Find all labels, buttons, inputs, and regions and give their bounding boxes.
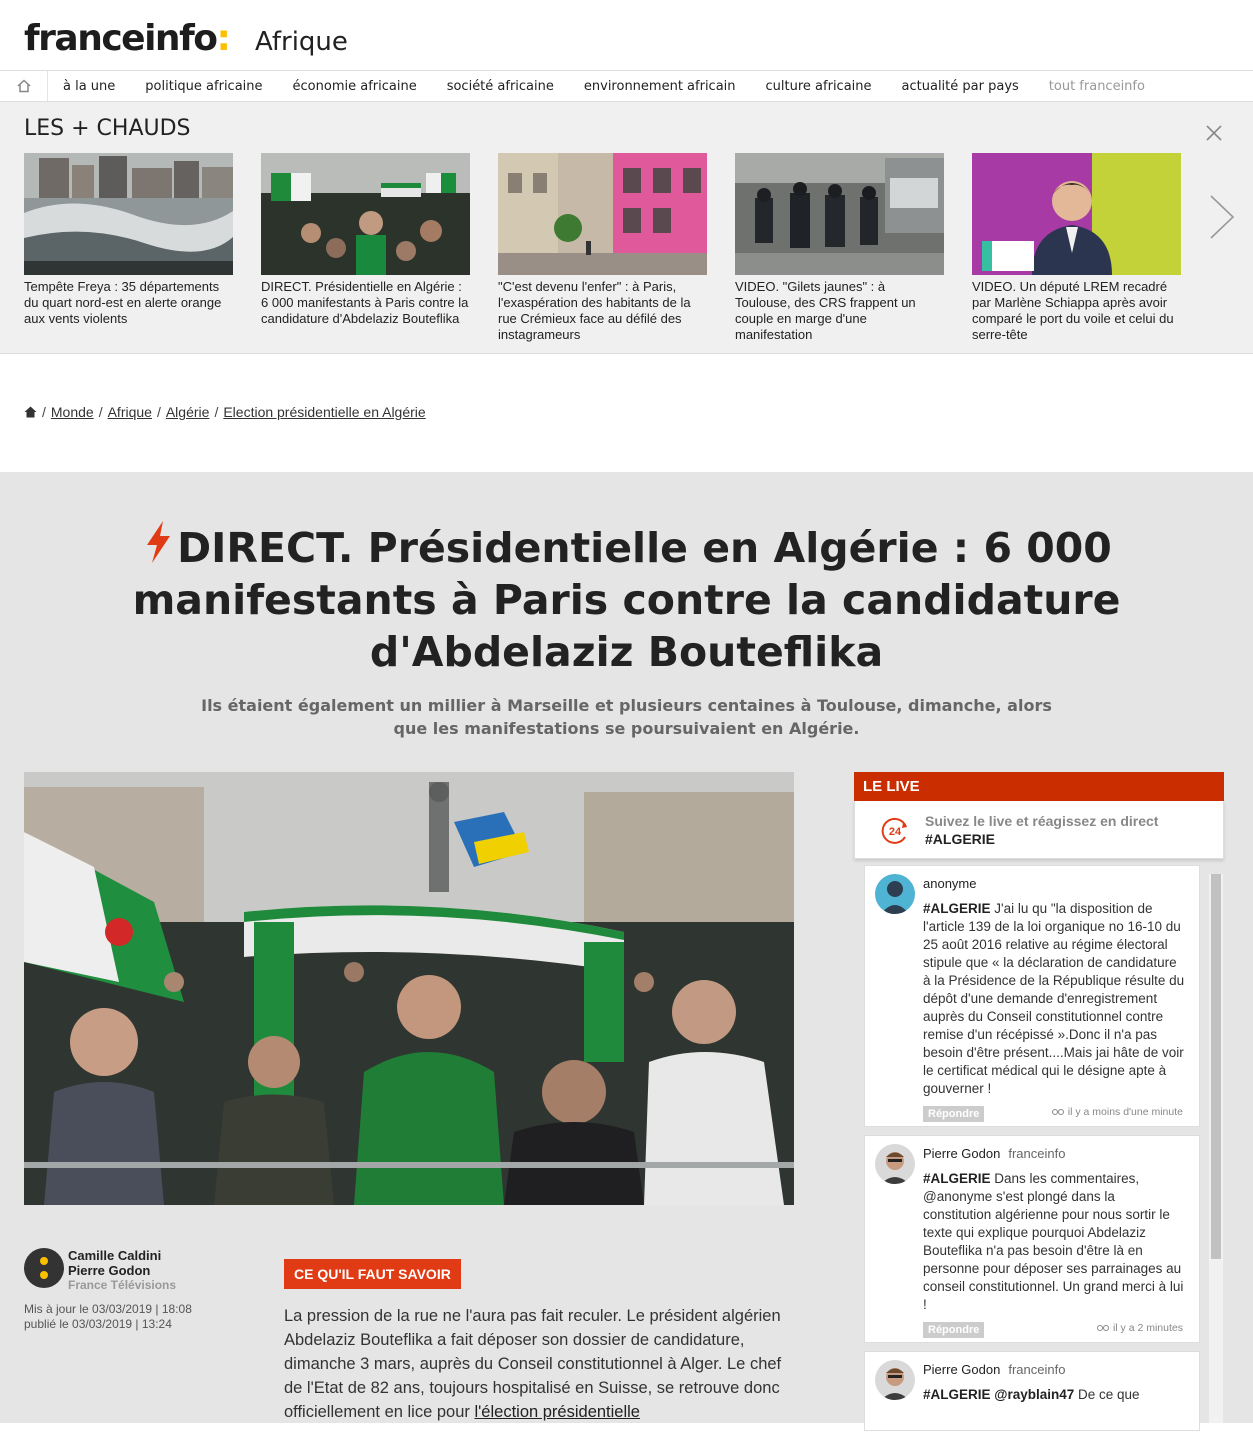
home-icon <box>16 79 32 93</box>
chevron-right-icon[interactable] <box>1205 192 1239 242</box>
close-icon[interactable] <box>1203 122 1225 144</box>
post-text: #ALGERIE J'ai lu qu "la disposition de l'article 139 de la loi organique no 16-10 du 25 août 2016 relative au régime électoral stipule que « la déclaration de candidature à la Présidence de la République résulte du dépôt d'une demande d'enregistrement auprès du Conseil constitutionnel contre remise d'un récépissé ».Donc il n'a pas besoin d'être présent....Mais jai hâte de voir le certificat médical qui le désigne apte à gouverner ! <box>923 901 1185 1096</box>
breadcrumb-algerie[interactable]: Algérie <box>165 404 210 420</box>
live-post <box>864 865 1200 1127</box>
updated-date: Mis à jour le 03/03/2019 | 18:08 <box>24 1302 192 1316</box>
author-names <box>68 1248 176 1293</box>
nav-item-politique[interactable]: politique africaine <box>145 78 263 94</box>
hot-card[interactable] <box>498 153 707 343</box>
nav-item-societe[interactable]: société africaine <box>446 78 554 94</box>
post-tag[interactable]: #ALGERIE <box>923 1387 991 1402</box>
police-thumbnail <box>735 153 944 275</box>
author-org: France Télévisions <box>68 1278 177 1292</box>
page-title <box>100 520 1153 678</box>
live-post <box>864 1351 1200 1431</box>
nav-item-a-la-une[interactable]: à la une <box>63 78 116 94</box>
franceinfo-logo[interactable] <box>24 18 229 59</box>
live-post <box>864 1135 1200 1343</box>
article-dates <box>24 1302 192 1332</box>
avatar <box>875 1360 915 1400</box>
post-text: #ALGERIE Dans les commentaires, @anonyme s'est plongé dans la constitution algérienne pour nous sortir le texte qui explique pourquoi Abdelaziz Bouteflika n'a pas besoin d'être là en personne pour déposer ses parrainages au conseil constitutionnel. Un grand merci à lui ! <box>923 1171 1184 1312</box>
nav-item-culture[interactable]: culture africaine <box>765 78 872 94</box>
published-date: publié le 03/03/2019 | 13:24 <box>24 1317 172 1331</box>
hot-card[interactable] <box>735 153 944 343</box>
main-photo <box>24 772 794 1205</box>
reply-button[interactable]: Répondre <box>923 1322 984 1338</box>
live-header: LE LIVE <box>854 772 1224 801</box>
section-name[interactable]: Afrique <box>255 27 348 57</box>
post-author: anonyme <box>923 876 977 891</box>
hot-title: LES + CHAUDS <box>24 116 191 141</box>
article-body <box>284 1304 794 1424</box>
breadcrumb-separator: / <box>156 404 161 420</box>
avatar <box>875 1144 915 1184</box>
nav-item-environnement[interactable]: environnement africain <box>583 78 736 94</box>
post-tag[interactable]: #ALGERIE <box>923 901 991 916</box>
live-scrollbar[interactable] <box>1209 874 1223 1423</box>
post-author: Pierre Godon franceinfo <box>923 1362 1066 1377</box>
scrollbar-thumb[interactable] <box>1211 874 1221 1259</box>
nav-home[interactable] <box>0 71 48 101</box>
hot-card-caption: "C'est devenu l'enfer" : à Paris, l'exaspération des habitants de la rue Crémieux face au défilé des instagrameurs <box>498 279 691 342</box>
post-mention[interactable]: @rayblain47 <box>994 1387 1075 1402</box>
breadcrumb <box>24 404 426 420</box>
breadcrumb-separator: / <box>98 404 103 420</box>
hot-card-caption: VIDEO. "Gilets jaunes" : à Toulouse, des CRS frappent un couple en marge d'une manifestation <box>735 279 916 342</box>
live-panel <box>854 772 1224 1423</box>
lightning-icon <box>141 520 175 564</box>
post-time: il y a 2 minutes <box>1097 1322 1183 1334</box>
author-name[interactable]: Camille Caldini <box>68 1248 162 1263</box>
article <box>0 472 1253 1423</box>
storm-thumbnail <box>24 153 233 275</box>
page-title-text: DIRECT. Présidentielle en Algérie : 6 000 manifestants à Paris contre la candidature d'Abdelaziz Bouteflika <box>132 524 1121 676</box>
nav-item-economie[interactable]: économie africaine <box>292 78 417 94</box>
body-text: La pression de la rue ne l'aura pas fait reculer. Le président algérien Abdelaziz Bouteflika a fait déposer son dossier de candidature, dimanche 3 mars, auprès du Conseil constitutionnel à Alger. Le chef de l'Etat de 82 ans, toujours hospitalisé en Suisse, se retrouve donc officiellement en lice pour <box>284 1307 782 1421</box>
hot-card-caption: VIDEO. Un député LREM recadré par Marlène Schiappa après avoir comparé le port du voile et celui du serre-tête <box>972 279 1174 342</box>
live-subheader[interactable] <box>854 801 1224 859</box>
post-tag[interactable]: #ALGERIE <box>923 1171 991 1186</box>
hot-card[interactable] <box>261 153 470 327</box>
author-name[interactable]: Pierre Godon <box>68 1263 151 1278</box>
svg-text:24: 24 <box>888 826 902 838</box>
live-24-icon <box>879 815 911 847</box>
tv-thumbnail <box>972 153 1181 275</box>
breadcrumb-election[interactable]: Election présidentielle en Algérie <box>223 404 426 420</box>
breadcrumb-separator: / <box>42 404 46 420</box>
breadcrumb-afrique[interactable]: Afrique <box>107 404 152 420</box>
reply-button[interactable]: Répondre <box>923 1106 984 1122</box>
hot-card-caption: Tempête Freya : 35 départements du quart nord-est en alerte orange aux vents violents <box>24 279 222 326</box>
breadcrumb-monde[interactable]: Monde <box>50 404 94 420</box>
avatar <box>875 874 915 914</box>
logo-text: franceinfo <box>24 18 217 59</box>
link-icon <box>1097 1325 1109 1331</box>
protest-thumbnail <box>261 153 470 275</box>
post-author: Pierre Godon franceinfo <box>923 1146 1066 1161</box>
logo-colon: : <box>216 18 230 59</box>
live-feed <box>864 865 1200 1439</box>
post-text: #ALGERIE @rayblain47 De ce que <box>923 1387 1140 1402</box>
hot-card[interactable] <box>972 153 1181 343</box>
home-icon[interactable] <box>24 406 37 418</box>
hot-stories <box>0 102 1253 354</box>
link-icon <box>1052 1109 1064 1115</box>
live-tag[interactable]: #ALGERIE <box>925 831 996 847</box>
live-subtitle: Suivez le live et réagissez en direct <box>925 813 1159 829</box>
post-time: il y a moins d'une minute <box>1052 1106 1183 1118</box>
nav-item-pays[interactable]: actualité par pays <box>901 78 1019 94</box>
hot-card-caption: DIRECT. Présidentielle en Algérie : 6 000 manifestants à Paris contre la candidature d'Abdelaziz Bouteflika <box>261 279 469 326</box>
avatar <box>24 1248 64 1288</box>
hot-card[interactable] <box>24 153 233 327</box>
body-link[interactable]: l'élection présidentielle <box>474 1403 640 1421</box>
breadcrumb-separator: / <box>214 404 219 420</box>
nav-item-tout-franceinfo[interactable]: tout franceinfo <box>1048 78 1145 94</box>
site-header <box>0 0 1253 70</box>
key-facts-badge: CE QU'IL FAUT SAVOIR <box>284 1259 461 1289</box>
main-nav <box>0 70 1253 102</box>
article-lead: Ils étaient également un millier à Marseille et plusieurs centaines à Toulouse, dimanche, alors que les manifestations se poursuivaient en Algérie. <box>201 696 1052 738</box>
street-thumbnail <box>498 153 707 275</box>
